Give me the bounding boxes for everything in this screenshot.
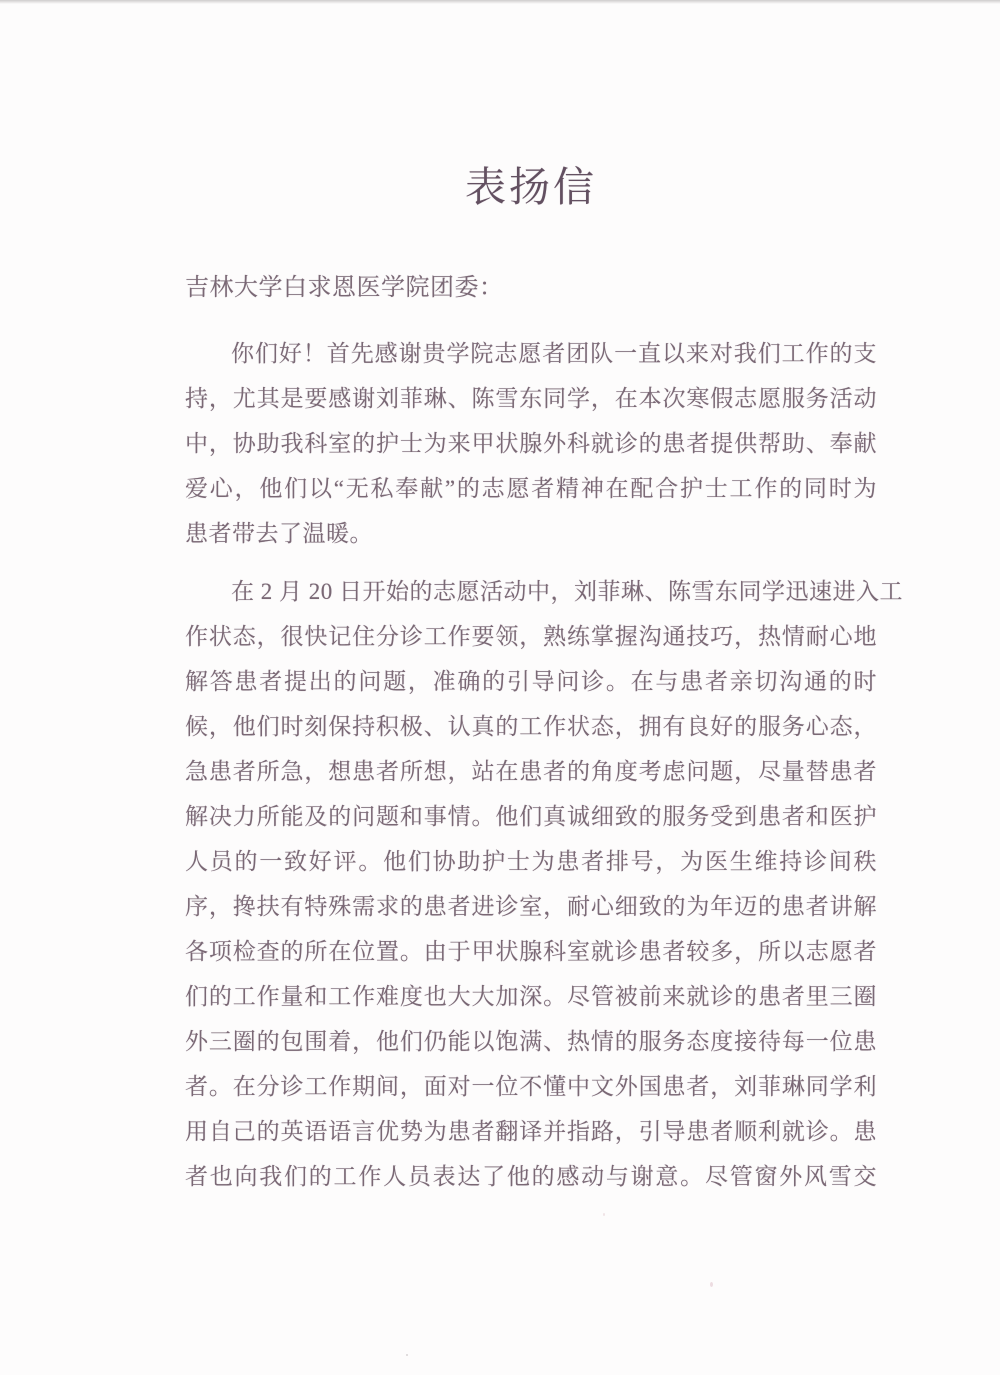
text-line: 你们好！首先感谢贵学院志愿者团队一直以来对我们工作的支 [231,341,877,367]
text-line: 持，尤其是要感谢刘菲琳、陈雪东同学，在本次寒假志愿服务活动 [185,386,877,412]
letter-content [185,0,903,1199]
text-line: 者。在分诊工作期间，面对一位不懂中文外国患者，刘菲琳同学利 [185,1074,877,1100]
scan-speck [603,1213,605,1216]
scan-speck [406,1354,408,1356]
text-line: 爱心，他们以“无私奉献”的志愿者精神在配合护士工作的同时为 [185,476,877,502]
scan-speck [710,1282,713,1287]
paragraph-2 [185,569,903,1199]
text-line: 中，协助我科室的护士为来甲状腺外科就诊的患者提供帮助、奉献 [185,431,877,457]
text-line: 候，他们时刻保持积极、认真的工作状态，拥有良好的服务心态， [185,714,877,740]
text-line: 解决力所能及的问题和事情。他们真诚细致的服务受到患者和医护 [185,804,877,830]
text-line: 在 2 月 20 日开始的志愿活动中，刘菲琳、陈雪东同学迅速进入工 [231,579,903,605]
text-line: 用自己的英语语言优势为患者翻译并指路，引导患者顺利就诊。患 [185,1119,877,1145]
text-line: 者也向我们的工作人员表达了他的感动与谢意。尽管窗外风雪交 [185,1164,877,1190]
text-line: 解答患者提出的问题，准确的引导问诊。在与患者亲切沟通的时 [185,669,877,695]
salutation-line: 吉林大学白求恩医学院团委： [185,275,504,302]
paragraph-1 [185,331,877,556]
text-line: 外三圈的包围着，他们仍能以饱满、热情的服务态度接待每一位患 [185,1029,877,1055]
text-line: 患者带去了温暖。 [185,521,373,547]
text-line: 各项检查的所在位置。由于甲状腺科室就诊患者较多，所以志愿者 [185,939,877,965]
text-line: 们的工作量和工作难度也大大加深。尽管被前来就诊的患者里三圈 [185,984,877,1010]
text-line: 人员的一致好评。他们协助护士为患者排号，为医生维持诊间秩 [185,849,877,875]
text-line: 急患者所急，想患者所想，站在患者的角度考虑问题，尽量替患者 [185,759,877,785]
text-line: 序，搀扶有特殊需求的患者进诊室，耐心细致的为年迈的患者讲解 [185,894,877,920]
page-title: 表扬信 [465,164,597,210]
text-line: 作状态，很快记住分诊工作要领，熟练掌握沟通技巧，热情耐心地 [185,624,877,650]
